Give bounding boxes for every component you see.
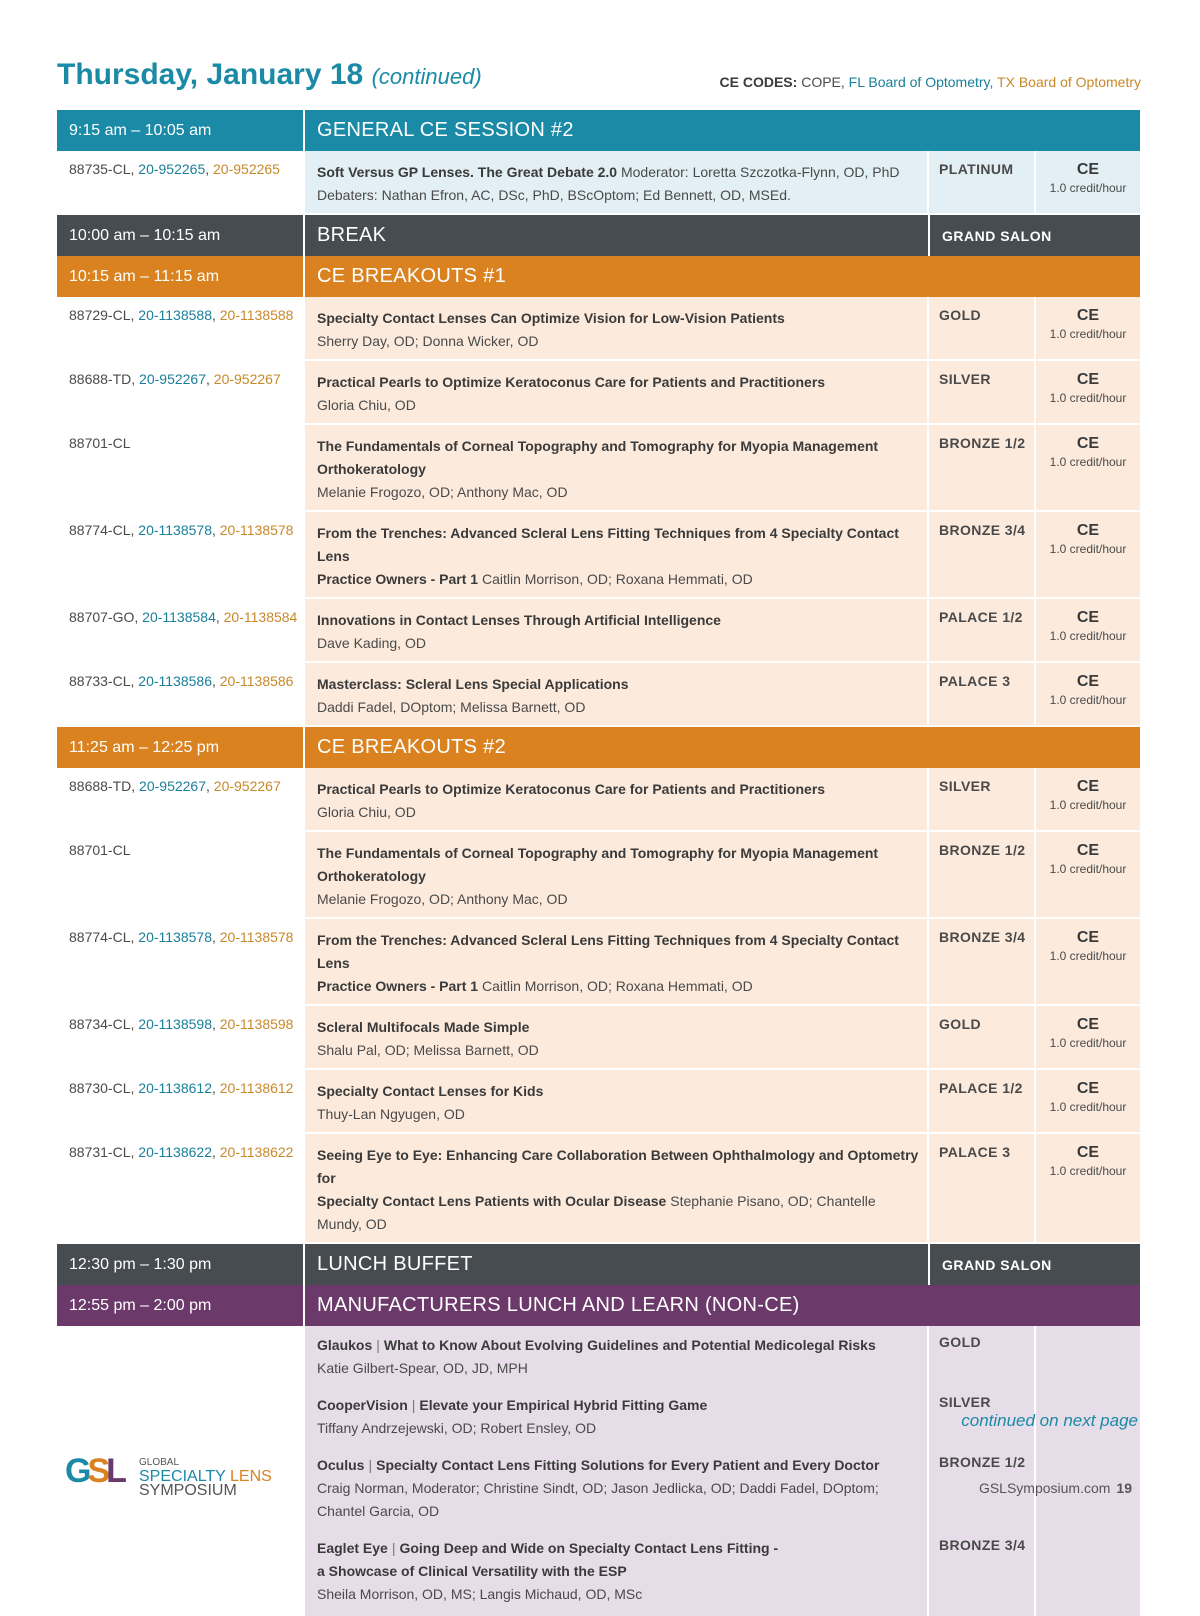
manufacturer-title: Specialty Contact Lens Fitting Solutions for Every Patient and Every Doctor xyxy=(376,1457,880,1473)
session-title: From the Trenches: Advanced Scleral Lens Fitting Techniques from 4 Specialty Contact Lens xyxy=(317,525,899,564)
ce-label: CE xyxy=(1076,929,1100,946)
block-time: 11:25 am – 12:25 pm xyxy=(57,727,305,768)
session-info xyxy=(305,832,927,919)
session-course-code: 88701-CL xyxy=(69,435,131,451)
session-credit xyxy=(1034,512,1140,599)
session-row xyxy=(57,425,1140,512)
fl-code: 20-1138586 xyxy=(138,673,212,689)
session-course-code: 88688-TD, xyxy=(69,371,136,387)
session-info xyxy=(305,768,927,832)
session-speakers: Stephanie Pisano, OD; Chantelle Mundy, OD xyxy=(317,1193,876,1232)
session-info xyxy=(305,1070,927,1134)
page-footer xyxy=(979,1480,1132,1496)
session-speakers: Daddi Fadel, DOptom; Melissa Barnett, OD xyxy=(317,699,586,715)
session-course-code: 88774-CL, xyxy=(69,929,135,945)
ce-label: CE xyxy=(1076,1080,1100,1097)
session-speakers: Sherry Day, OD; Donna Wicker, OD xyxy=(317,333,539,349)
session-course-code: 88688-TD, xyxy=(69,778,136,794)
ce-label: CE xyxy=(1076,673,1100,690)
page-number: 19 xyxy=(1116,1480,1132,1496)
session-room: BRONZE 3/4 xyxy=(927,919,1034,1006)
session-course-code: 88774-CL, xyxy=(69,522,135,538)
session-code xyxy=(57,832,305,919)
ce-label: CE xyxy=(1076,842,1100,859)
time-block-header xyxy=(57,110,1140,151)
session-row xyxy=(57,361,1140,425)
session-title: Specialty Contact Lenses for Kids xyxy=(317,1083,544,1099)
session-row xyxy=(57,832,1140,919)
session-speakers: Dave Kading, OD xyxy=(317,635,426,651)
session-row xyxy=(57,1070,1140,1134)
tx-code: 20-952267 xyxy=(213,371,281,387)
manufacturer-room: BRONZE 1/2 xyxy=(927,1446,1034,1529)
divider: | xyxy=(368,1457,373,1473)
empty-code-cell xyxy=(57,1529,305,1616)
page-header xyxy=(57,58,1141,98)
credit-hours: 1.0 credit/hour xyxy=(1049,327,1127,341)
credit-hours: 1.0 credit/hour xyxy=(1049,629,1127,643)
block-time: 12:30 pm – 1:30 pm xyxy=(57,1244,305,1285)
continued-note: continued on next page xyxy=(961,1411,1138,1430)
fl-code: 20-1138588 xyxy=(138,307,212,323)
session-speakers: Gloria Chiu, OD xyxy=(317,804,416,820)
manufacturer-info xyxy=(305,1446,927,1529)
fl-code: 20-1138578 xyxy=(138,929,212,945)
session-room: SILVER xyxy=(927,361,1034,425)
session-course-code: 88701-CL xyxy=(69,842,131,858)
manufacturer-speakers: Craig Norman, Moderator; Christine Sindt, OD; Jason Jedlicka, OD; Daddi Fadel, DOptom; Chantel Garcia, OD xyxy=(317,1480,879,1519)
tx-code: 20-1138598 xyxy=(219,1016,294,1032)
session-info xyxy=(305,151,927,215)
empty-ce-cell xyxy=(1034,1529,1140,1616)
manufacturer-speakers: Katie Gilbert-Spear, OD, JD, MPH xyxy=(317,1360,528,1376)
session-code: 88735-CL, 20-952265, 20-952265 xyxy=(57,151,305,215)
manufacturer-info xyxy=(305,1386,927,1446)
block-time: 10:00 am – 10:15 am xyxy=(57,215,305,256)
session-row xyxy=(57,919,1140,1006)
block-label: GENERAL CE SESSION #2 xyxy=(317,119,574,141)
company-name: Eaglet Eye xyxy=(317,1540,388,1556)
session-info xyxy=(305,599,927,663)
session-speakers: Debaters: Nathan Efron, AC, DSc, PhD, BScOptom; Ed Bennett, OD, MSEd. xyxy=(317,187,791,203)
session-course-code: 88729-CL, xyxy=(69,307,135,323)
session-room: PALACE 3 xyxy=(927,663,1034,727)
session-speakers: Melanie Frogozo, OD; Anthony Mac, OD xyxy=(317,891,568,907)
logo-mark: GSL xyxy=(65,1452,123,1490)
credit-hours: 1.0 credit/hour xyxy=(1049,542,1127,556)
session-room: PALACE 1/2 xyxy=(927,599,1034,663)
credit-hours: 1.0 credit/hour xyxy=(1049,1164,1127,1178)
manufacturer-row xyxy=(57,1326,1140,1386)
ce-label: CE xyxy=(1076,307,1100,324)
manufacturer-title: Elevate your Empirical Hybrid Fitting Game xyxy=(419,1397,708,1413)
tx-code: 20-1138578 xyxy=(219,522,294,538)
session-info xyxy=(305,361,927,425)
session-code: 88733-CL, 20-1138586, 20-1138586 xyxy=(57,663,305,727)
tx-code: 20-1138586 xyxy=(219,673,294,689)
time-block-header xyxy=(57,1285,1140,1326)
session-info xyxy=(305,1134,927,1244)
manufacturer-title: Going Deep and Wide on Specialty Contact Lens Fitting - xyxy=(399,1540,779,1556)
schedule-table xyxy=(57,110,1140,1616)
credit-hours: 1.0 credit/hour xyxy=(1049,1100,1127,1114)
session-credit xyxy=(1034,425,1140,512)
block-room: GRAND SALON xyxy=(928,1244,1140,1285)
session-credit xyxy=(1034,361,1140,425)
code-fl: FL Board of Optometry, xyxy=(848,74,994,90)
session-title: Masterclass: Scleral Lens Special Applications xyxy=(317,676,629,692)
tx-code: 20-1138612 xyxy=(219,1080,294,1096)
tx-code: 20-952267 xyxy=(213,778,281,794)
block-room: GRAND SALON xyxy=(928,215,1140,256)
session-code: 88707-GO, 20-1138584, 20-1138584 xyxy=(57,599,305,663)
session-room: BRONZE 1/2 xyxy=(927,832,1034,919)
session-code: 88774-CL, 20-1138578, 20-1138578 xyxy=(57,512,305,599)
session-speakers: Thuy-Lan Ngyugen, OD xyxy=(317,1106,465,1122)
title-continued: (continued) xyxy=(371,64,482,89)
session-title: The Fundamentals of Corneal Topography and Tomography for Myopia Management Orthokeratology xyxy=(317,845,879,884)
fl-code: 20-1138598 xyxy=(138,1016,212,1032)
manufacturer-speakers: Tiffany Andrzejewski, OD; Robert Ensley, OD xyxy=(317,1420,597,1436)
session-credit xyxy=(1034,599,1140,663)
session-speakers: Melanie Frogozo, OD; Anthony Mac, OD xyxy=(317,484,568,500)
session-title: Soft Versus GP Lenses. The Great Debate 2.0 xyxy=(317,164,618,180)
session-room: BRONZE 1/2 xyxy=(927,425,1034,512)
session-row xyxy=(57,663,1140,727)
manufacturer-room: GOLD xyxy=(927,1326,1034,1386)
session-row xyxy=(57,297,1140,361)
credit-hours: 1.0 credit/hour xyxy=(1049,391,1127,405)
session-title: Innovations in Contact Lenses Through Artificial Intelligence xyxy=(317,612,721,628)
manufacturer-info xyxy=(305,1326,927,1386)
session-row xyxy=(57,1134,1140,1244)
empty-ce-cell xyxy=(1034,1326,1140,1386)
manufacturer-row xyxy=(57,1529,1140,1616)
session-title: Specialty Contact Lenses Can Optimize Vision for Low-Vision Patients xyxy=(317,310,785,326)
ce-codes-label: CE CODES: xyxy=(719,74,798,90)
session-code: 88774-CL, 20-1138578, 20-1138578 xyxy=(57,919,305,1006)
session-speakers: Caitlin Morrison, OD; Roxana Hemmati, OD xyxy=(481,571,753,587)
credit-hours: 1.0 credit/hour xyxy=(1049,798,1127,812)
fl-code: 20-1138612 xyxy=(138,1080,212,1096)
fl-code: 20-952267 xyxy=(139,778,206,794)
session-credit xyxy=(1034,768,1140,832)
fl-code: 20-952267 xyxy=(139,371,206,387)
company-name: Oculus xyxy=(317,1457,365,1473)
session-room: GOLD xyxy=(927,1006,1034,1070)
credit-hours: 1.0 credit/hour xyxy=(1049,455,1127,469)
block-time: 12:55 pm – 2:00 pm xyxy=(57,1285,305,1326)
session-row xyxy=(57,512,1140,599)
session-credit: CE 1.0 credit/hour xyxy=(1034,151,1140,215)
divider: | xyxy=(391,1540,396,1556)
session-room: GOLD xyxy=(927,297,1034,361)
session-title-cont: Practice Owners - Part 1 xyxy=(317,978,479,994)
block-label: MANUFACTURERS LUNCH AND LEARN (NON-CE) xyxy=(317,1294,800,1316)
block-label: CE BREAKOUTS #2 xyxy=(317,736,507,758)
company-name: Glaukos xyxy=(317,1337,373,1353)
session-credit xyxy=(1034,919,1140,1006)
manufacturer-title: What to Know About Evolving Guidelines and Potential Medicolegal Risks xyxy=(383,1337,876,1353)
time-block-header xyxy=(57,727,1140,768)
block-label: LUNCH BUFFET xyxy=(317,1253,473,1275)
credit-hours: 1.0 credit/hour xyxy=(1049,862,1127,876)
session-info xyxy=(305,919,927,1006)
site-url: GSLSymposium.com xyxy=(978,1480,1111,1496)
manufacturer-speakers: Sheila Morrison, OD, MS; Langis Michaud, OD, MSc xyxy=(317,1586,643,1602)
session-row xyxy=(57,768,1140,832)
divider: | xyxy=(411,1397,416,1413)
ce-label: CE xyxy=(1076,609,1100,626)
session-moderator: Moderator: Loretta Szczotka-Flynn, OD, PhD xyxy=(620,164,900,180)
session-info xyxy=(305,297,927,361)
fl-code: 20-1138578 xyxy=(138,522,212,538)
manufacturer-room: SILVER xyxy=(927,1386,1034,1446)
session-credit xyxy=(1034,1006,1140,1070)
time-block-header xyxy=(57,256,1140,297)
session-title: Scleral Multifocals Made Simple xyxy=(317,1019,530,1035)
session-row xyxy=(57,1006,1140,1070)
session-credit xyxy=(1034,1070,1140,1134)
session-course-code: 88707-GO, xyxy=(69,609,139,625)
session-room: PLATINUM xyxy=(927,151,1034,215)
time-block-header xyxy=(57,215,1140,256)
session-row xyxy=(57,151,1140,215)
session-info xyxy=(305,663,927,727)
session-course-code: 88734-CL, xyxy=(69,1016,135,1032)
page-title: Thursday, January 18 (continued) xyxy=(57,58,482,91)
manufacturer-title-cont: a Showcase of Clinical Versatility with the ESP xyxy=(317,1563,627,1579)
ce-label: CE xyxy=(1076,371,1100,388)
credit-hours: 1.0 credit/hour xyxy=(1049,949,1127,963)
session-info xyxy=(305,425,927,512)
ce-label: CE xyxy=(1076,1016,1100,1033)
session-speakers: Shalu Pal, OD; Melissa Barnett, OD xyxy=(317,1042,539,1058)
session-title: The Fundamentals of Corneal Topography and Tomography for Myopia Management Orthokeratology xyxy=(317,438,879,477)
session-title: Seeing Eye to Eye: Enhancing Care Collaboration Between Ophthalmology and Optometry for xyxy=(317,1147,919,1186)
session-info xyxy=(305,512,927,599)
session-title: From the Trenches: Advanced Scleral Lens Fitting Techniques from 4 Specialty Contact Lens xyxy=(317,932,899,971)
code-tx: TX Board of Optometry xyxy=(997,74,1141,90)
ce-label: CE xyxy=(1076,1144,1100,1161)
session-code: 88731-CL, 20-1138622, 20-1138622 xyxy=(57,1134,305,1244)
manufacturer-info xyxy=(305,1529,927,1616)
session-speakers: Caitlin Morrison, OD; Roxana Hemmati, OD xyxy=(481,978,753,994)
session-title-cont: Practice Owners - Part 1 xyxy=(317,571,479,587)
session-code: 88688-TD, 20-952267, 20-952267 xyxy=(57,361,305,425)
block-time: 10:15 am – 11:15 am xyxy=(57,256,305,297)
session-code: 88729-CL, 20-1138588, 20-1138588 xyxy=(57,297,305,361)
divider: | xyxy=(376,1337,380,1353)
tx-code: 20-1138578 xyxy=(219,929,294,945)
company-name: CooperVision xyxy=(317,1397,408,1413)
session-room: BRONZE 3/4 xyxy=(927,512,1034,599)
session-room: PALACE 1/2 xyxy=(927,1070,1034,1134)
session-course-code: 88733-CL, xyxy=(69,673,135,689)
session-code: 88730-CL, 20-1138612, 20-1138612 xyxy=(57,1070,305,1134)
session-credit xyxy=(1034,663,1140,727)
block-label: BREAK xyxy=(317,224,387,246)
session-course-code: 88731-CL, xyxy=(69,1144,135,1160)
block-time: 9:15 am – 10:05 am xyxy=(57,110,305,151)
breakouts-2-list xyxy=(57,768,1140,1244)
session-title-cont: Specialty Contact Lens Patients with Ocular Disease xyxy=(317,1193,667,1209)
tx-code: 20-1138588 xyxy=(219,307,294,323)
tx-code: 20-1138584 xyxy=(223,609,298,625)
credit-hours: 1.0 credit/hour xyxy=(1049,693,1127,707)
session-code xyxy=(57,425,305,512)
session-code: 88734-CL, 20-1138598, 20-1138598 xyxy=(57,1006,305,1070)
empty-code-cell xyxy=(57,1386,305,1446)
session-info xyxy=(305,1006,927,1070)
session-credit xyxy=(1034,832,1140,919)
session-code: 88688-TD, 20-952267, 20-952267 xyxy=(57,768,305,832)
ce-label: CE xyxy=(1076,778,1100,795)
manufacturer-room: BRONZE 3/4 xyxy=(927,1529,1034,1616)
ce-codes xyxy=(720,74,1141,90)
ce-label: CE xyxy=(1076,522,1100,539)
ce-label: CE xyxy=(1076,435,1100,452)
session-room: PALACE 3 xyxy=(927,1134,1034,1244)
breakouts-1-list xyxy=(57,297,1140,727)
session-title: Practical Pearls to Optimize Keratoconus Care for Patients and Practitioners xyxy=(317,374,826,390)
logo-text: GLOBAL SPECIALTY LENS SYMPOSIUM xyxy=(139,1457,272,1499)
gsls-logo xyxy=(65,1452,285,1502)
time-block-header xyxy=(57,1244,1140,1285)
session-course-code: 88730-CL, xyxy=(69,1080,135,1096)
session-credit xyxy=(1034,1134,1140,1244)
tx-code: 20-1138622 xyxy=(219,1144,294,1160)
empty-code-cell xyxy=(57,1326,305,1386)
credit-hours: 1.0 credit/hour xyxy=(1049,1036,1127,1050)
session-row xyxy=(57,599,1140,663)
block-label: CE BREAKOUTS #1 xyxy=(317,265,507,287)
code-cope: COPE, xyxy=(801,74,845,90)
session-room: SILVER xyxy=(927,768,1034,832)
fl-code: 20-1138584 xyxy=(142,609,216,625)
session-credit xyxy=(1034,297,1140,361)
fl-code: 20-1138622 xyxy=(138,1144,212,1160)
session-title: Practical Pearls to Optimize Keratoconus Care for Patients and Practitioners xyxy=(317,781,826,797)
session-speakers: Gloria Chiu, OD xyxy=(317,397,416,413)
